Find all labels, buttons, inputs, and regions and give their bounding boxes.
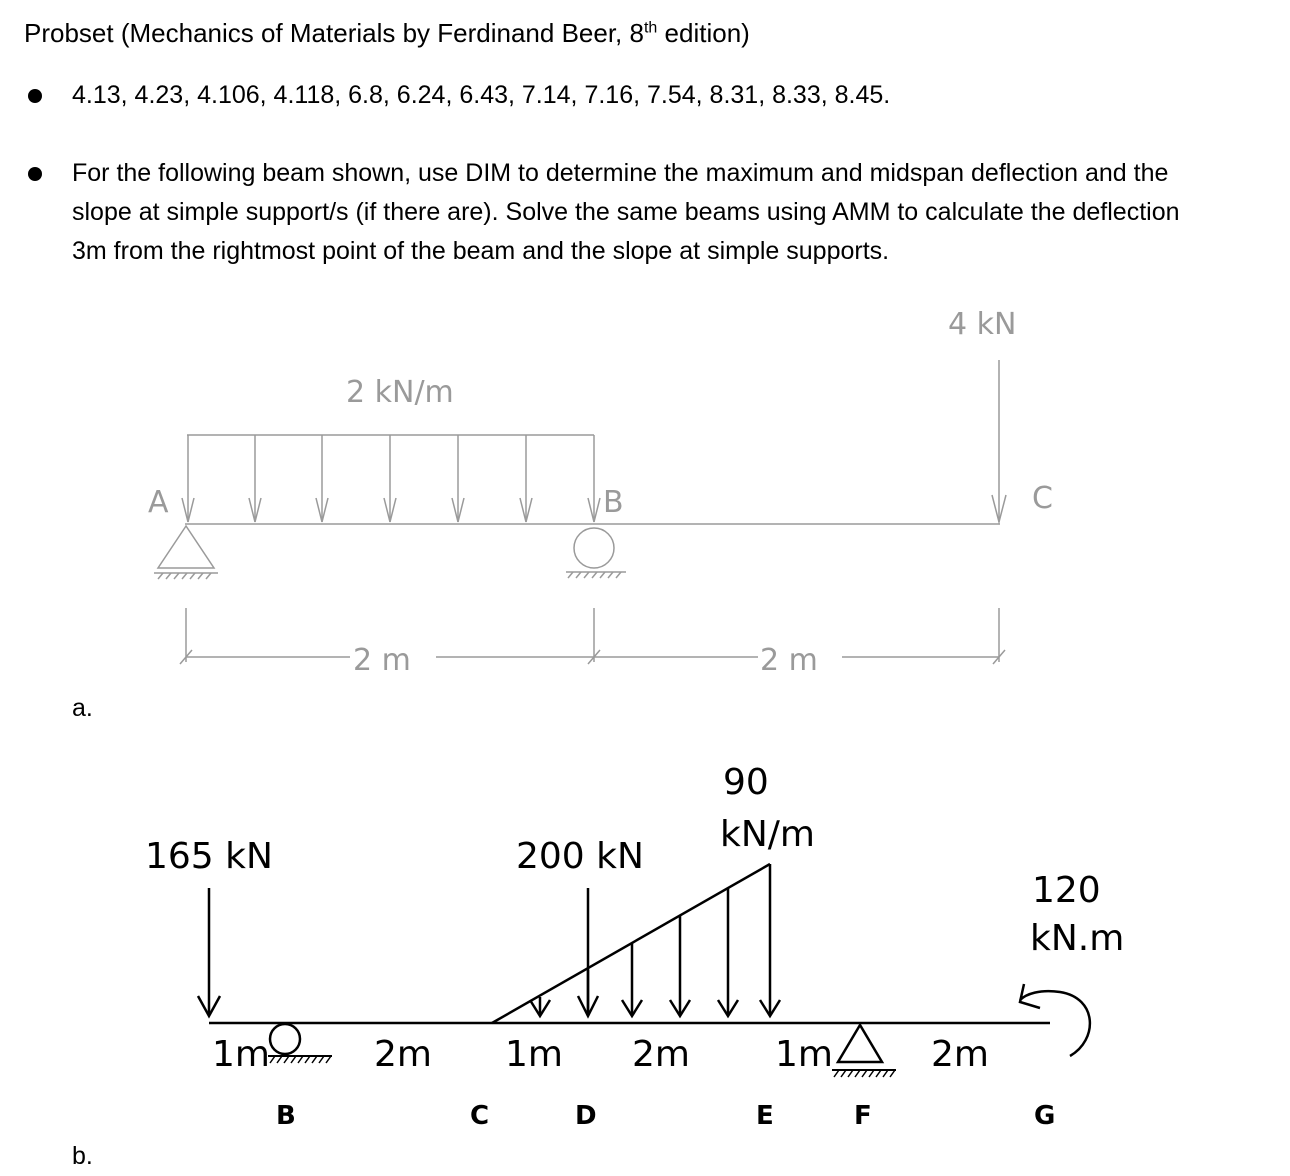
instructions-line: 3m from the rightmost point of the beam and the slope at simple supports.	[72, 237, 890, 265]
point-c-label: C	[1032, 481, 1053, 516]
pin-support-f	[832, 1025, 896, 1077]
moment-value: 120	[1032, 870, 1101, 911]
point-a-label: A	[148, 485, 169, 520]
udl-label: 2 kN/m	[346, 375, 454, 410]
point-label: E	[756, 1101, 774, 1131]
dim-label: 2m	[931, 1034, 989, 1075]
load-165-label: 165 kN	[145, 836, 273, 877]
point-label: G	[1034, 1101, 1056, 1131]
beam-diagram-b	[0, 740, 1290, 1176]
distributed-load-value: 90	[723, 762, 769, 803]
document-title	[24, 18, 750, 49]
title-text: Probset (Mechanics of Materials by Ferdinand Beer, 8	[24, 18, 644, 48]
beam-diagram-a	[0, 290, 1290, 690]
dim-label: 1m	[775, 1034, 833, 1075]
pin-support-a	[154, 526, 218, 579]
distributed-load-unit: kN/m	[720, 814, 815, 855]
moment-unit: kN.m	[1030, 918, 1125, 959]
roller-support-b	[566, 528, 626, 578]
instructions-paragraph	[72, 154, 1180, 271]
title-superscript: th	[643, 19, 658, 37]
point-label: C	[470, 1101, 490, 1131]
instructions-line: slope at simple support/s (if there are). Solve the same beams using AMM to calculate the deflection	[72, 198, 1180, 226]
triangular-load	[492, 864, 780, 1023]
bullet-dot	[28, 167, 42, 181]
instructions-line: For the following beam shown, use DIM to determine the maximum and midspan deflection and the	[72, 159, 1169, 187]
point-load-arrow	[992, 360, 1006, 522]
span-2-label: 2 m	[760, 643, 818, 678]
dim-label: 1m	[505, 1034, 563, 1075]
dimension-line	[180, 608, 1005, 664]
bullet-dot	[28, 89, 42, 103]
dim-label: 2m	[374, 1034, 432, 1075]
roller-support-b	[268, 1024, 332, 1063]
udl-arrows	[182, 435, 600, 522]
span-1-label: 2 m	[353, 643, 411, 678]
problem-list: 4.13, 4.23, 4.106, 4.118, 6.8, 6.24, 6.43, 7.14, 7.16, 7.54, 8.31, 8.33, 8.45.	[72, 81, 891, 109]
dim-label: 1m	[212, 1034, 270, 1075]
title-suffix: edition)	[657, 18, 750, 48]
point-label: B	[276, 1101, 296, 1131]
point-label: F	[854, 1101, 872, 1131]
load-165-arrow	[198, 888, 220, 1016]
item-b-label: b.	[72, 1142, 93, 1170]
point-label: D	[575, 1101, 597, 1131]
load-200-label: 200 kN	[516, 836, 644, 877]
dim-label: 2m	[632, 1034, 690, 1075]
point-load-label: 4 kN	[948, 307, 1017, 342]
point-b-label: B	[603, 485, 624, 520]
moment-arrow-icon	[1020, 984, 1090, 1056]
item-a-label: a.	[72, 694, 93, 722]
